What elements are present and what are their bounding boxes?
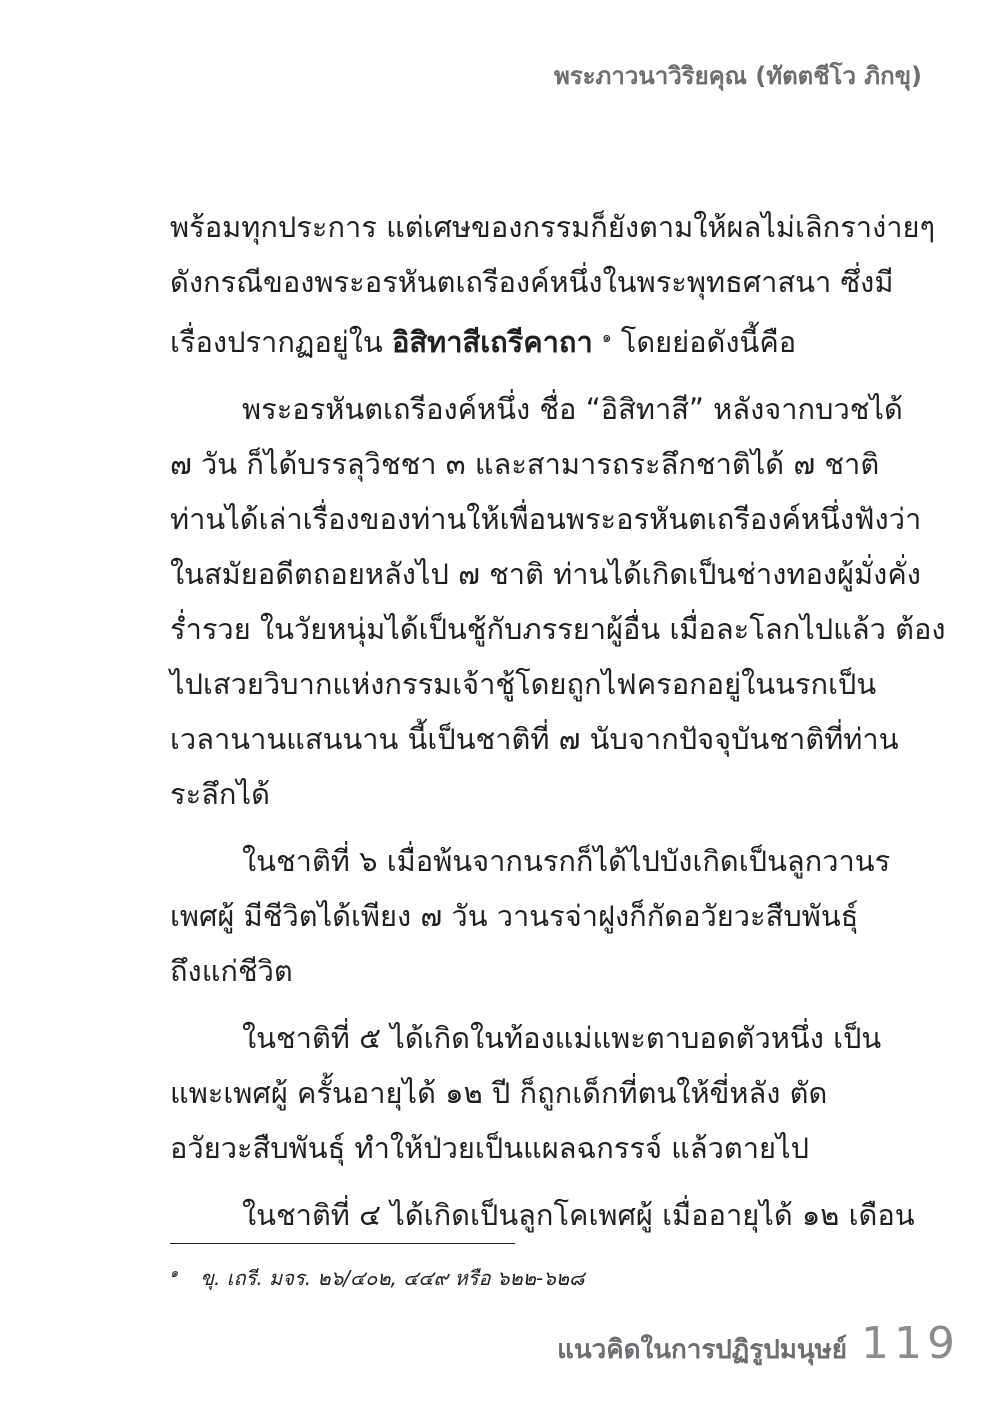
- book-title: แนวคิดในการปฏิรูปมนุษย์: [557, 1335, 848, 1365]
- body-text: [170, 200, 946, 1255]
- running-footer: [557, 1318, 960, 1370]
- text-line: ร่ำรวย ในวัยหนุ่มได้เป็นชู้กับภรรยาผู้อื่น เมื่อละโลกไปแล้ว ต้อง: [170, 612, 946, 646]
- page-number: 119: [861, 1318, 960, 1369]
- paragraph-2: [170, 382, 946, 822]
- paragraph-4: [170, 1011, 882, 1176]
- footnote-divider: [170, 1243, 515, 1244]
- paragraph-1: [170, 200, 936, 370]
- footnote-mark: ๑: [170, 1266, 179, 1281]
- text-line: ไปเสวยวิบากแห่งกรรมเจ้าชู้โดยถูกไฟครอกอยู่ในนรกเป็น: [170, 667, 877, 701]
- text-line: ถึงแก่ชีวิต: [170, 954, 293, 988]
- text-line: พร้อมทุกประการ แต่เศษของกรรมก็ยังตามให้ผลไม่เลิกราง่ายๆ: [170, 210, 936, 244]
- text-line: ในสมัยอดีตถอยหลังไป ๗ ชาติ ท่านได้เกิดเป็นช่างทองผู้มั่งคั่ง: [170, 557, 921, 591]
- paragraph-5: [170, 1188, 915, 1243]
- paragraph-3: [170, 834, 891, 999]
- bold-source-title: อิสิทาสีเถรีคาถา: [391, 325, 593, 359]
- text-line: ๗ วัน ก็ได้บรรลุวิชชา ๓ และสามารถระลึกชาติได้ ๗ ชาติ: [170, 447, 880, 481]
- footnote: [170, 1262, 584, 1294]
- text-line: ในชาติที่ ๕ ได้เกิดในท้องแม่แพะตาบอดตัวหนึ่ง เป็น: [242, 1021, 882, 1055]
- text-line: แพะเพศผู้ ครั้นอายุได้ ๑๒ ปี ก็ถูกเด็กที่ตนให้ขี่หลัง ตัด: [170, 1076, 828, 1110]
- text-line: เวลานานแสนนาน นี้เป็นชาติที่ ๗ นับจากปัจจุบันชาติที่ท่าน: [170, 722, 899, 756]
- text-line: ดังกรณีของพระอรหันตเถรีองค์หนึ่งในพระพุทธศาสนา ซึ่งมี: [170, 265, 894, 299]
- text-line: ระลึกได้: [170, 777, 270, 811]
- text-segment: เรื่องปรากฏอยู่ใน: [170, 325, 392, 359]
- text-line: เพศผู้ มีชีวิตได้เพียง ๗ วัน วานรจ่าฝูงก็กัดอวัยวะสืบพันธุ์: [170, 899, 859, 933]
- text-line: [170, 310, 862, 370]
- text-segment: โดยย่อดังนี้คือ: [611, 325, 797, 359]
- footnote-text: ขุ. เถรี. มจร. ๒๖/๔๐๒, ๔๔๙ หรือ ๖๒๒-๖๒๘: [200, 1266, 585, 1290]
- text-line: ในชาติที่ ๖ เมื่อพ้นจากนรกก็ได้ไปบังเกิดเป็นลูกวานร: [242, 844, 891, 878]
- text-line: พระอรหันตเถรีองค์หนึ่ง ชื่อ “อิสิทาสี” หลังจากบวชได้: [242, 392, 903, 426]
- text-line: ท่านได้เล่าเรื่องของท่านให้เพื่อนพระอรหันตเถรีองค์หนึ่งฟังว่า: [170, 502, 922, 536]
- footnote-reference[interactable]: ๑: [602, 328, 612, 346]
- running-header: พระภาวนาวิริยคุณ (ทัตตชีโว ภิกขุ): [553, 62, 922, 90]
- text-line: อวัยวะสืบพันธุ์ ทำให้ป่วยเป็นแผลฉกรรจ์ แล้วตายไป: [170, 1131, 810, 1165]
- text-line: ในชาติที่ ๔ ได้เกิดเป็นลูกโคเพศผู้ เมื่ออายุได้ ๑๒ เดือน: [242, 1198, 915, 1232]
